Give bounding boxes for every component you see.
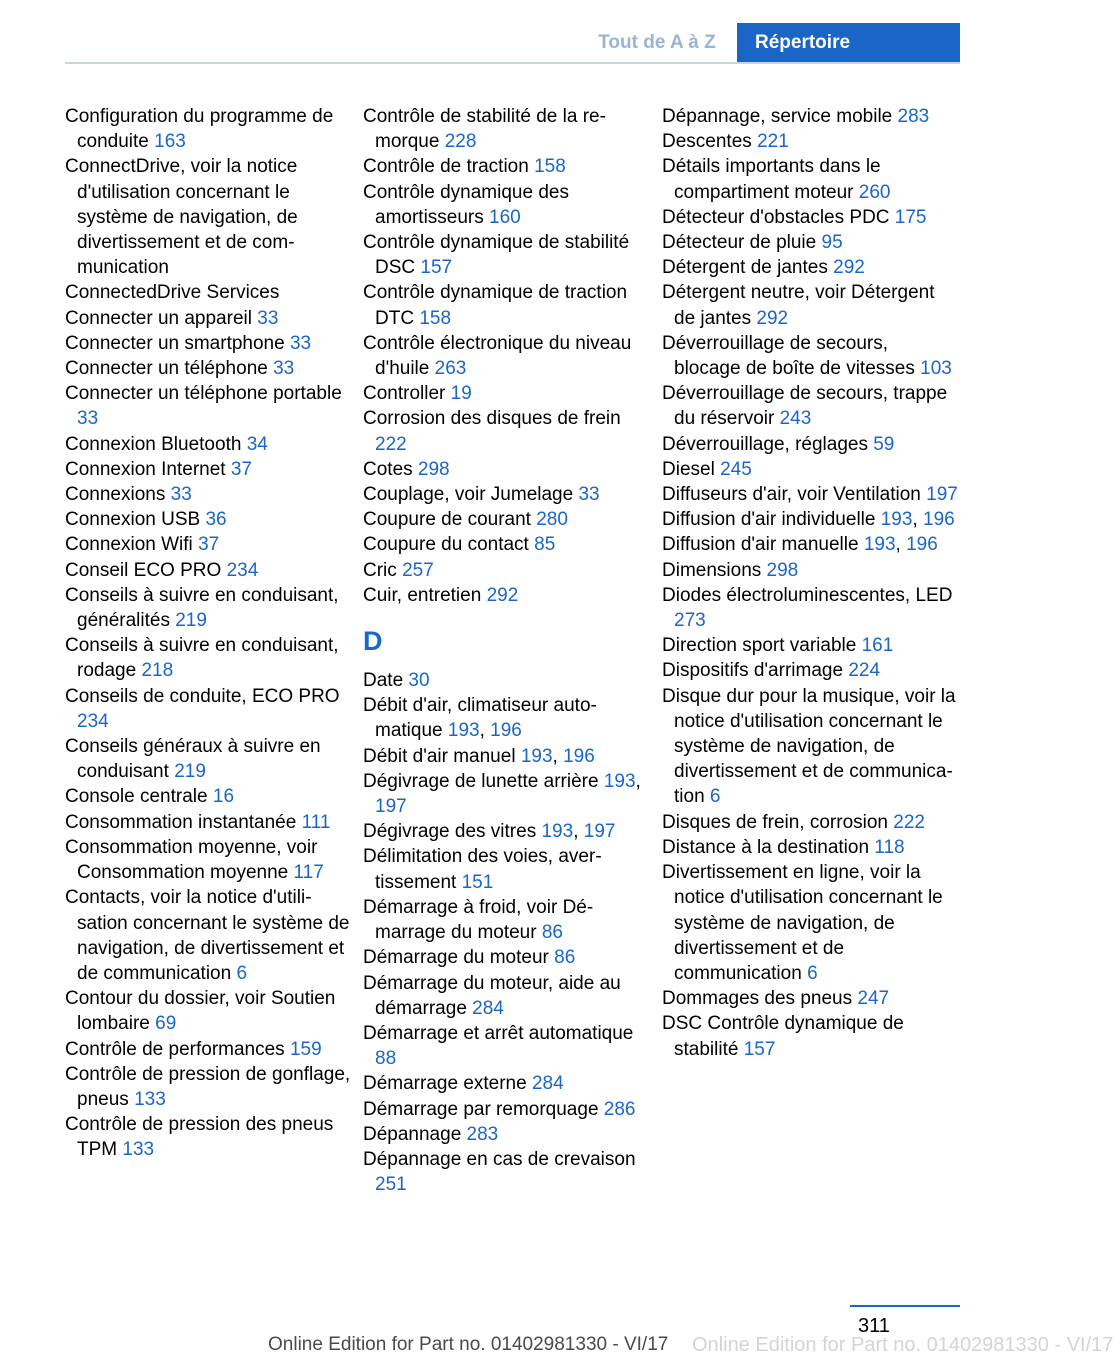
watermark: Online Edition for Part no. 01402981330 - VI/17 [692, 1334, 1113, 1356]
index-term: Dégivrage des vitres [363, 821, 537, 843]
index-entry [662, 154, 958, 204]
index-entry [363, 180, 653, 230]
index-term: Contrôle dynamique de stabilité DSC [363, 232, 630, 279]
index-entry [662, 860, 958, 986]
index-term: Démarrage et arrêt automatique [363, 1022, 634, 1044]
index-entry [363, 1147, 653, 1197]
index-term: Cotes [363, 458, 413, 480]
index-entry [65, 986, 355, 1036]
page-reference-link[interactable]: 251 [375, 1174, 407, 1196]
page-reference-link[interactable]: 292 [833, 257, 865, 279]
page-reference-link[interactable]: 280 [536, 509, 568, 531]
page-reference-link[interactable]: 197 [583, 821, 616, 843]
index-entry [363, 482, 653, 507]
index-term: Délimitation des voies, avertissement [363, 846, 602, 893]
index-entry [662, 633, 958, 658]
index-term: Date [363, 670, 404, 692]
index-entry [65, 154, 355, 280]
index-term: Détails importants dans le compartiment moteur [662, 156, 881, 203]
index-entry: Diffusion d'air individuelle 193, 196 [662, 509, 955, 531]
index-entry [363, 1122, 653, 1147]
index-term: Connecter un téléphone portable [65, 383, 342, 405]
index-entry [65, 457, 355, 482]
page-reference-link[interactable]: 157 [743, 1038, 776, 1060]
index-term: Dispositifs d'arrimage [662, 660, 844, 682]
index-entry [662, 1011, 958, 1061]
index-entry [662, 986, 958, 1011]
index-entry [363, 1097, 653, 1122]
index-term: Déverrouillage de secours, trappe du réservoir [662, 383, 948, 430]
index-term: Console centrale [65, 786, 208, 808]
page-reference-link[interactable]: 133 [134, 1088, 166, 1110]
page-reference-link[interactable]: 247 [857, 988, 890, 1010]
page-reference-link[interactable]: 193 [863, 534, 896, 556]
index-term: Contrôle dynamique de traction DTC [363, 282, 628, 329]
index-entry: Dégivrage des vitres 193, 197 [363, 821, 616, 843]
index-term: Distance à la destination [662, 836, 870, 858]
page-reference-link[interactable]: 33 [77, 408, 99, 430]
page-reference-link[interactable]: 133 [122, 1139, 155, 1161]
index-term: Dépannage en cas de crevaison [363, 1148, 636, 1170]
page-reference-link[interactable]: 292 [756, 307, 789, 329]
page-reference-link[interactable]: 218 [141, 660, 174, 682]
index-entry [363, 668, 653, 693]
header-divider [65, 62, 960, 64]
index-entry [65, 810, 355, 835]
index-entry [363, 154, 653, 179]
index-term: Cric [363, 559, 397, 581]
page-reference-link[interactable]: 298 [766, 559, 799, 581]
index-term: Disque dur pour la musique, voir la notice d'utilisation concernant le système de navigation, de divertissement et de communication [662, 685, 956, 808]
page-reference-link[interactable]: 196 [490, 720, 522, 742]
index-entry [363, 971, 653, 1021]
page-reference-link[interactable]: 228 [444, 131, 477, 153]
index-term: Configuration du programme de conduite [65, 106, 334, 153]
index-entry [662, 205, 958, 230]
page-reference-link[interactable]: 196 [906, 534, 938, 556]
index-entry [662, 280, 958, 330]
index-entry [65, 784, 355, 809]
index-term: Diesel [662, 458, 715, 480]
index-term: Contrôle de stabilité de la remorque [363, 106, 606, 153]
page-reference-link[interactable]: 111 [301, 811, 331, 833]
index-entry [363, 1071, 653, 1096]
index-entry [65, 1112, 355, 1162]
page-reference-link[interactable]: 36 [205, 509, 227, 531]
page-reference-link[interactable]: 193 [447, 720, 480, 742]
index-term: Connexions [65, 484, 166, 506]
index-column-3 [662, 104, 958, 1062]
index-letter-heading: D [363, 626, 383, 657]
index-entry [65, 532, 355, 557]
index-entry: Débit d'air manuel 193, 196 [363, 745, 595, 767]
page-reference-link[interactable]: 284 [472, 997, 504, 1019]
tab-tout-de-a-a-z[interactable]: Tout de A à Z [577, 23, 737, 63]
page-reference-link[interactable]: 33 [578, 484, 600, 506]
page-reference-link[interactable]: 6 [709, 786, 721, 808]
index-entry [65, 381, 355, 431]
page-reference-link[interactable]: 16 [212, 786, 235, 808]
index-term: Démarrage du moteur, aide au démarrage [363, 972, 621, 1019]
page-reference-link[interactable]: 88 [375, 1048, 397, 1070]
index-entry [363, 507, 653, 532]
index-term: Contrôle électronique du niveau d'huile [363, 332, 632, 380]
header-tabs [577, 23, 960, 63]
index-column-1 [65, 104, 355, 1163]
index-term: Contacts, voir la notice d'utilisation concernant le système de navigation, de divertissement et de communication [65, 887, 350, 984]
page-reference-link[interactable]: 284 [531, 1073, 564, 1095]
index-term: Détergent neutre, voir Détergent de jantes [662, 282, 935, 329]
index-term: DSC Contrôle dynamique de stabilité [662, 1013, 904, 1060]
index-entry [662, 684, 958, 810]
index-entry [65, 684, 355, 734]
page-reference-link[interactable]: 273 [674, 610, 706, 632]
index-entry [363, 104, 653, 154]
index-entry [662, 457, 958, 482]
index-term: Démarrage du moteur [363, 947, 549, 969]
index-term: Connecter un appareil [65, 307, 252, 329]
index-term: Corrosion des disques de frein [363, 408, 621, 430]
index-term: Descentes [662, 131, 752, 153]
page-reference-link[interactable]: 193 [520, 745, 553, 767]
index-entry [363, 583, 653, 608]
index-term: Consommation moyenne, voir Consommation moyenne [65, 836, 318, 884]
index-entry [363, 558, 653, 583]
page-number-rule [850, 1305, 960, 1307]
page-reference-link[interactable]: 196 [923, 509, 955, 531]
page-reference-link[interactable]: 85 [534, 534, 556, 556]
index-term: Dimensions [662, 559, 762, 581]
index-term: Déverrouillage, réglages [662, 433, 868, 455]
page-reference-link[interactable]: 193 [880, 509, 913, 531]
index-term: Connexion Internet [65, 458, 226, 480]
page-reference-link[interactable]: 222 [375, 433, 407, 455]
index-entry [65, 1062, 355, 1112]
index-term: Dépannage, service mobile [662, 106, 893, 127]
index-entry: Dégivrage de lunette arrière 193, 197 [363, 770, 641, 818]
page-reference-link[interactable]: 33 [257, 307, 279, 329]
index-term: Connexion USB [65, 509, 201, 531]
index-entry [65, 331, 355, 356]
index-entry [363, 457, 653, 482]
page-reference-link[interactable]: 158 [534, 156, 566, 178]
index-entry [65, 507, 355, 532]
page-reference-link[interactable]: 283 [466, 1123, 499, 1145]
index-term: Contrôle de pression des pneus TPM [65, 1114, 334, 1161]
page-reference-link[interactable]: 161 [861, 635, 894, 657]
index-term: Conseils généraux à suivre en conduisant [65, 736, 321, 783]
page-reference-link[interactable]: 221 [757, 131, 789, 153]
index-term: Connecter un téléphone [65, 358, 268, 380]
page-reference-link[interactable]: 224 [848, 660, 881, 682]
index-term: Conseils à suivre en conduisant, généralités [65, 584, 339, 632]
index-entry: Débit d'air, climatiseur automatique 193, 196 [363, 695, 597, 742]
page-reference-link[interactable]: 298 [417, 458, 450, 480]
index-term: Contrôle dynamique des amortisseurs [363, 181, 569, 228]
index-term: Diodes électroluminescentes, LED [662, 584, 953, 606]
index-entry [65, 482, 355, 507]
page-reference-link[interactable]: 263 [434, 358, 467, 380]
index-term: ConnectedDrive Services [65, 282, 280, 304]
page-reference-link[interactable]: 30 [408, 670, 430, 692]
index-term: Débit d'air, climatiseur automatique [363, 695, 597, 742]
index-entry [363, 280, 653, 330]
index-entry [662, 104, 958, 129]
index-entry [363, 381, 653, 406]
index-entry [363, 945, 653, 970]
index-entry [662, 558, 958, 583]
index-entry [65, 885, 355, 986]
index-term: Débit d'air manuel [363, 745, 516, 767]
index-term: Coupure du contact [363, 534, 529, 556]
index-term: Diffusion d'air individuelle [662, 509, 876, 531]
index-term: Connecter un smartphone [65, 332, 285, 354]
index-entry [363, 532, 653, 557]
index-term: Démarrage externe [363, 1073, 527, 1095]
index-entry [65, 633, 355, 683]
page-reference-link[interactable]: 234 [226, 559, 259, 581]
page-reference-link[interactable]: 243 [779, 408, 812, 430]
index-term: Conseils à suivre en conduisant, rodage [65, 635, 339, 682]
page-reference-link[interactable]: 193 [541, 821, 574, 843]
index-entry [363, 230, 653, 280]
index-entry [65, 432, 355, 457]
index-entry [65, 835, 355, 885]
index-entry [363, 895, 653, 945]
page-reference-link[interactable]: 33 [170, 484, 192, 506]
index-entry [662, 835, 958, 860]
page-reference-link[interactable]: 292 [486, 584, 519, 606]
page-reference-link[interactable]: 175 [894, 206, 927, 228]
page-reference-link[interactable]: 6 [236, 962, 248, 984]
page-reference-link[interactable]: 260 [858, 181, 891, 203]
index-term: Controller [363, 383, 446, 405]
index-term: Disques de frein, corrosion [662, 811, 888, 833]
page-reference-link[interactable]: 37 [198, 534, 220, 556]
index-entry [662, 432, 958, 457]
page-number: 311 [858, 1315, 890, 1337]
index-term: Démarrage par remorquage [363, 1098, 599, 1120]
page-reference-link[interactable]: 196 [563, 745, 595, 767]
index-entry [65, 306, 355, 331]
index-term: Contrôle de traction [363, 156, 529, 178]
index-entry [363, 1021, 653, 1071]
page-reference-link[interactable]: 197 [375, 796, 407, 818]
index-term: Détecteur d'obstacles PDC [662, 206, 890, 228]
index-entry [662, 230, 958, 255]
index-entry [662, 255, 958, 280]
page-reference-link[interactable]: 157 [420, 257, 453, 279]
page-reference-link[interactable]: 193 [603, 770, 636, 792]
index-entry [65, 558, 355, 583]
index-entry [65, 583, 355, 633]
index-term: Diffuseurs d'air, voir Ventilation [662, 484, 921, 506]
index-entry [662, 810, 958, 835]
index-entry [363, 331, 653, 381]
index-term: Contour du dossier, voir Soutien lombaire [65, 988, 336, 1035]
page-reference-link[interactable]: 257 [402, 559, 434, 581]
index-term: Contrôle de pression de gonflage, pneus [65, 1063, 351, 1110]
page-reference-link[interactable]: 86 [541, 922, 563, 944]
page-reference-link[interactable]: 6 [807, 962, 818, 984]
index-entry [662, 331, 958, 381]
index-entry [662, 583, 958, 633]
index-term: Conseil ECO PRO [65, 559, 222, 581]
index-entry [662, 381, 958, 431]
index-term: Divertissement en ligne, voir la notice d'utilisation concernant le système de navigation, de divertissement et de communication [662, 862, 943, 984]
page-reference-link[interactable]: 117 [293, 862, 324, 884]
footer-edition-note: Online Edition for Part no. 01402981330 - VI/17 [268, 1334, 669, 1355]
index-entry [363, 844, 653, 894]
page-reference-link[interactable]: 283 [897, 106, 930, 127]
index-term: Dégivrage de lunette arrière [363, 770, 599, 792]
index-term: Conseils de conduite, ECO PRO [65, 685, 340, 707]
index-term: Détergent de jantes [662, 257, 828, 279]
page-reference-link[interactable]: 245 [720, 458, 752, 480]
index-term: Connexion Bluetooth [65, 433, 242, 455]
tab-repertoire[interactable]: Répertoire [737, 23, 960, 63]
page-reference-link[interactable]: 197 [926, 484, 958, 506]
index-entry [662, 658, 958, 683]
index-term: Détecteur de pluie [662, 232, 817, 254]
page-reference-link[interactable]: 33 [289, 332, 312, 354]
page-reference-link[interactable]: 34 [246, 433, 268, 455]
index-entry [65, 356, 355, 381]
index-term: Dommages des pneus [662, 988, 853, 1010]
index-term: Cuir, entretien [363, 584, 482, 606]
index-entry [65, 734, 355, 784]
page-reference-link[interactable]: 33 [273, 358, 295, 380]
index-term: Diffusion d'air manuelle [662, 534, 859, 556]
page-reference-link[interactable]: 151 [461, 871, 494, 893]
index-term: Couplage, voir Jumelage [363, 484, 574, 506]
index-entry [662, 129, 958, 154]
page-reference-link[interactable]: 286 [603, 1098, 636, 1120]
index-term: Démarrage à froid, voir Démarrage du moteur [363, 896, 594, 944]
index-term: Connexion Wifi [65, 534, 193, 556]
index-term: Déverrouillage de secours, blocage de boîte de vitesses [662, 332, 915, 380]
index-term: Dépannage [363, 1123, 462, 1145]
page-reference-link[interactable]: 159 [289, 1038, 322, 1060]
index-term: ConnectDrive, voir la notice d'utilisation concernant le système de navigation, de divertissement et de communication [65, 156, 298, 279]
index-term: Direction sport variable [662, 635, 857, 657]
index-column-2 [363, 104, 653, 1197]
page-reference-link[interactable]: 69 [155, 1013, 177, 1035]
page-reference-link[interactable]: 222 [893, 811, 925, 833]
page-reference-link[interactable]: 160 [489, 206, 521, 228]
index-term: Coupure de courant [363, 509, 531, 531]
page-reference-link[interactable]: 163 [154, 131, 186, 153]
page-reference-link[interactable]: 158 [419, 307, 452, 329]
page-reference-link[interactable]: 234 [77, 710, 109, 732]
page-reference-link[interactable]: 37 [230, 458, 252, 480]
index-entry [65, 280, 355, 305]
page-reference-link[interactable]: 219 [174, 761, 206, 783]
index-entry [363, 406, 653, 456]
page-reference-link[interactable]: 59 [873, 433, 895, 455]
page-reference-link[interactable]: 103 [920, 358, 952, 380]
index-entry [65, 1037, 355, 1062]
index-term: Contrôle de performances [65, 1038, 285, 1060]
index-entry: Diffusion d'air manuelle 193, 196 [662, 534, 938, 556]
index-entry [662, 482, 958, 507]
index-entry [65, 104, 355, 154]
page-reference-link[interactable]: 86 [554, 947, 576, 969]
index-term: Consommation instantanée [65, 811, 297, 833]
page-reference-link[interactable]: 118 [874, 836, 905, 858]
page-reference-link[interactable]: 19 [450, 383, 472, 405]
page-reference-link[interactable]: 219 [175, 610, 207, 632]
page-reference-link[interactable]: 95 [821, 232, 843, 254]
